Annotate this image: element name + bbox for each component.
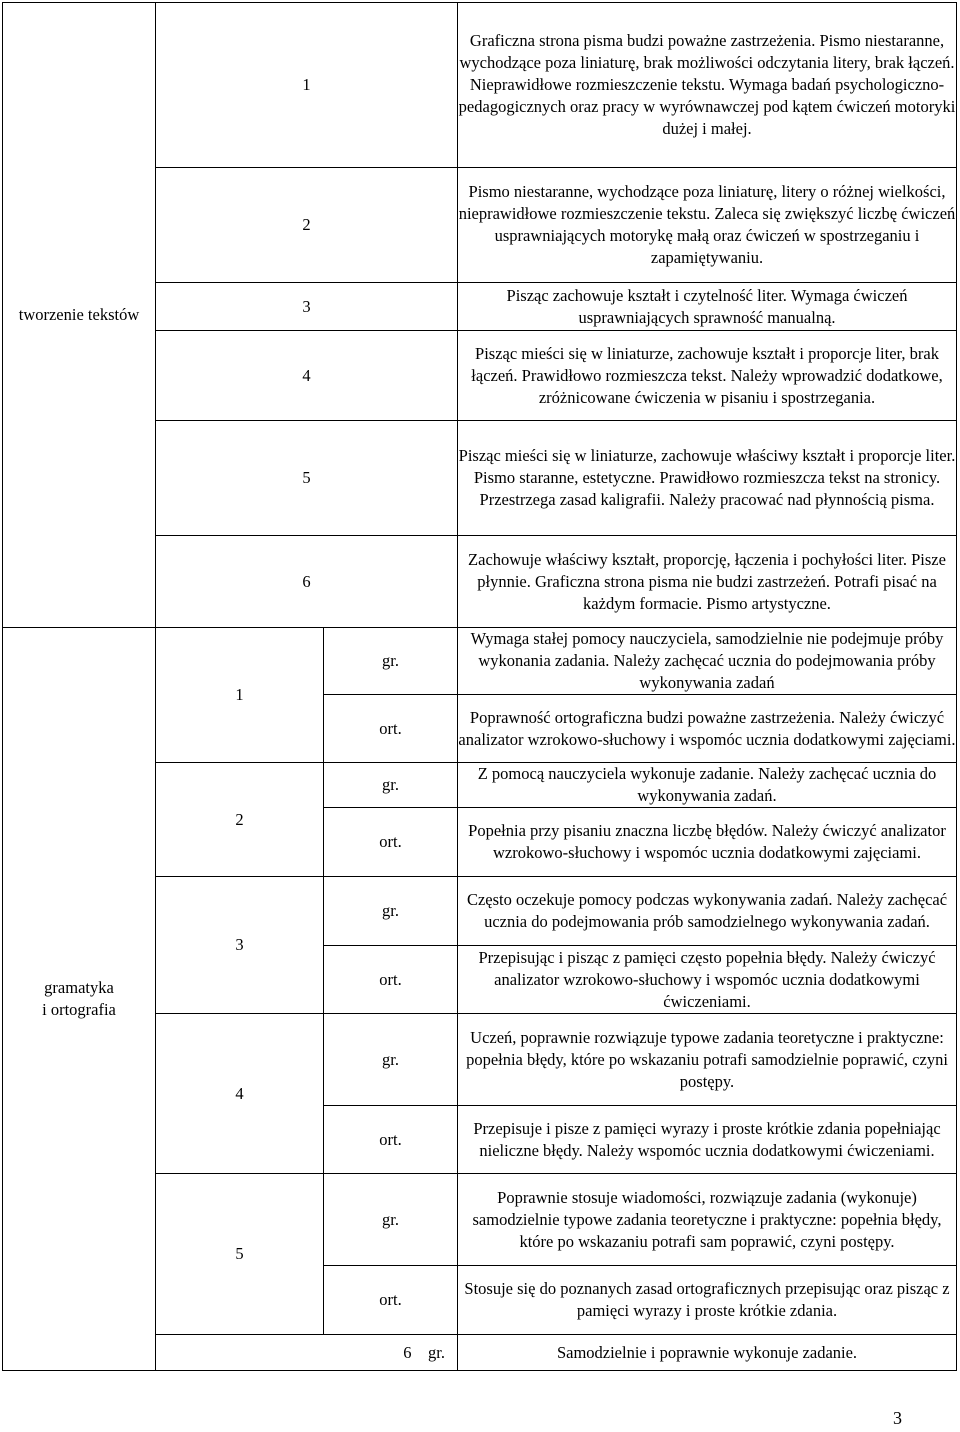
description-cell xyxy=(458,877,957,946)
area-cell-grammar xyxy=(3,628,156,1371)
level-cell xyxy=(156,168,458,283)
level-number: 1 xyxy=(302,75,311,94)
grammar-label: gr. xyxy=(382,1049,399,1069)
level-number: 3 xyxy=(235,935,244,954)
description-cell xyxy=(458,1106,957,1174)
description-cell xyxy=(458,3,957,168)
level-cell xyxy=(156,763,324,877)
description-text: Graficzna strona pisma budzi poważne zastrzeżenia. Pismo niestaranne, wychodzące poza liniaturę, brak możliwości odczytania litery, brak łączeń. Nieprawidłowe rozmieszczenie tekstu. Wymaga badań psychologiczno-pedagogicznych oraz pracy w wyrównawczej pod kątem ćwiczeń motoryki dużej i małej. xyxy=(458,31,956,138)
orthography-label: ort. xyxy=(379,1290,402,1309)
level-number: 1 xyxy=(235,685,244,704)
area-label-writing: tworzenie tekstów xyxy=(18,305,140,324)
description-text: Pismo niestaranne, wychodzące poza liniaturę, litery o różnej wielkości, nieprawidłowe rozmieszczenie tekstu. Zaleca się zwiększyć liczbę ćwiczeń usprawniających motorykę małą oraz ćwiczeń w spostrzeganiu i zapamiętywaniu. xyxy=(458,182,956,267)
level-cell xyxy=(156,1014,324,1174)
description-text: Pisząc mieści się w liniaturze, zachowuje kształt i proporcje liter, brak łączeń. Prawidłowo rozmieszcza tekst. Należy wprowadzić dodatkowe, zróżnicowane ćwiczenia w pisaniu i spostrzegania. xyxy=(471,343,943,407)
assessment-criteria-table xyxy=(2,2,957,1371)
subcategory-cell xyxy=(324,877,458,946)
description-cell xyxy=(458,1266,957,1335)
area-cell-writing xyxy=(3,3,156,628)
subcategory-cell xyxy=(324,1106,458,1174)
description-text: Pisząc zachowuje kształt i czytelność liter. Wymaga ćwiczeń usprawniających sprawność manualną. xyxy=(506,285,908,327)
subcategory-cell xyxy=(324,808,458,877)
grammar-label: gr. xyxy=(428,1342,445,1362)
subcategory-cell xyxy=(324,763,458,808)
description-cell xyxy=(458,695,957,763)
grammar-label: gr. xyxy=(382,1209,399,1229)
description-text: Zachowuje właściwy kształt, proporcję, łączenia i pochyłości liter. Pisze płynnie. Graficzna strona pisma nie budzi zastrzeżeń. Potrafi pisać na każdym formacie. Pismo artystyczne. xyxy=(468,549,946,613)
orthography-label: ort. xyxy=(379,832,402,851)
description-cell xyxy=(458,421,957,536)
description-text: Poprawnie stosuje wiadomości, rozwiązuje zadania (wykonuje) samodzielnie typowe zadania teoretyczne i praktyczne: popełnia błędy, które po wskazaniu potrafi sam poprawić, czyni postępy. xyxy=(472,1187,942,1251)
description-cell xyxy=(458,946,957,1014)
description-text: Uczeń, poprawnie rozwiązuje typowe zadania teoretyczne i praktyczne: popełnia błędy, które po wskazaniu potrafi samodzielnie poprawić, czyni postępy. xyxy=(466,1027,948,1091)
description-text: Samodzielnie i poprawnie wykonuje zadanie. xyxy=(556,1342,858,1362)
description-text: Często oczekuje pomocy podczas wykonywania zadań. Należy zachęcać ucznia do podejmowania prób samodzielnego wykonywania zadań. xyxy=(466,890,948,931)
level-cell xyxy=(156,331,458,421)
grammar-label: gr. xyxy=(382,775,399,794)
description-cell xyxy=(458,168,957,283)
level-cell-last xyxy=(156,1335,458,1371)
level-number: 4 xyxy=(235,1083,244,1103)
level-cell xyxy=(156,283,458,331)
description-text: Poprawność ortograficzna budzi poważne zastrzeżenia. Należy ćwiczyć analizator wzrokowo-słuchowy i wspomóc ucznia dodatkowymi zajęciami. xyxy=(458,707,956,749)
level-number: 5 xyxy=(235,1244,244,1263)
description-text: Przepisując i pisząc z pamięci często popełnia błędy. Należy ćwiczyć analizator wzrokowo-słuchowy i wspomóc ucznia dodatkowymi ćwiczeniami. xyxy=(478,947,936,1011)
level-cell xyxy=(156,536,458,628)
level-cell xyxy=(156,877,324,1014)
level-cell xyxy=(156,628,324,763)
level-number: 6 xyxy=(403,1342,412,1362)
description-cell xyxy=(458,1014,957,1106)
grammar-label: gr. xyxy=(382,651,399,670)
orthography-label: ort. xyxy=(379,718,402,738)
description-text: Pisząc mieści się w liniaturze, zachowuje właściwy kształt i proporcje liter. Pismo staranne, estetyczne. Prawidłowo rozmieszcza tekst na stronicy. Przestrzega zasad kaligrafii. Należy pracować nad płynnością pisma. xyxy=(458,446,956,509)
description-cell xyxy=(458,763,957,808)
description-cell xyxy=(458,331,957,421)
description-cell xyxy=(458,1174,957,1266)
description-text: Z pomocą nauczyciela wykonuje zadanie. Należy zachęcać ucznia do wykonywania zadań. xyxy=(477,764,937,805)
level-number: 6 xyxy=(302,571,311,591)
level-number: 5 xyxy=(302,468,311,487)
description-cell xyxy=(458,283,957,331)
orthography-label: ort. xyxy=(379,969,402,989)
level-cell xyxy=(156,3,458,168)
area-label-orthography: i ortografia xyxy=(42,1000,116,1019)
description-text: Stosuje się do poznanych zasad ortograficznych przepisując oraz pisząc z pamięci wyrazy i proste krótkie zdania. xyxy=(464,1279,950,1320)
subcategory-cell xyxy=(324,695,458,763)
description-text: Popełnia przy pisaniu znaczna liczbę błędów. Należy ćwiczyć analizator wzrokowo-słuchowy i wspomóc ucznia dodatkowymi zajęciami. xyxy=(468,821,946,862)
description-text: Wymaga stałej pomocy nauczyciela, samodzielnie nie podejmuje próby wykonania zadania. Należy zachęcać ucznia do podejmowania próby wykonywania zadań xyxy=(470,629,944,692)
description-cell xyxy=(458,808,957,877)
description-cell xyxy=(458,1335,957,1371)
description-cell xyxy=(458,536,957,628)
subcategory-cell xyxy=(324,1014,458,1106)
description-text: Przepisuje i pisze z pamięci wyrazy i proste krótkie zdania popełniając nieliczne błędy. Należy wspomóc ucznia dodatkowymi ćwiczeniami. xyxy=(473,1118,941,1160)
description-cell xyxy=(458,628,957,695)
subcategory-cell xyxy=(324,1174,458,1266)
level-cell xyxy=(156,1174,324,1335)
level-number: 3 xyxy=(302,296,311,316)
level-number: 2 xyxy=(302,215,311,234)
grammar-label: gr. xyxy=(382,901,399,920)
subcategory-cell xyxy=(324,946,458,1014)
area-label-grammar: gramatyka xyxy=(44,978,114,997)
page-number: 3 xyxy=(893,1408,902,1428)
orthography-label: ort. xyxy=(379,1129,402,1149)
level-number: 2 xyxy=(235,809,244,829)
level-cell xyxy=(156,421,458,536)
subcategory-cell xyxy=(324,1266,458,1335)
subcategory-cell xyxy=(324,628,458,695)
level-number: 4 xyxy=(302,365,311,385)
